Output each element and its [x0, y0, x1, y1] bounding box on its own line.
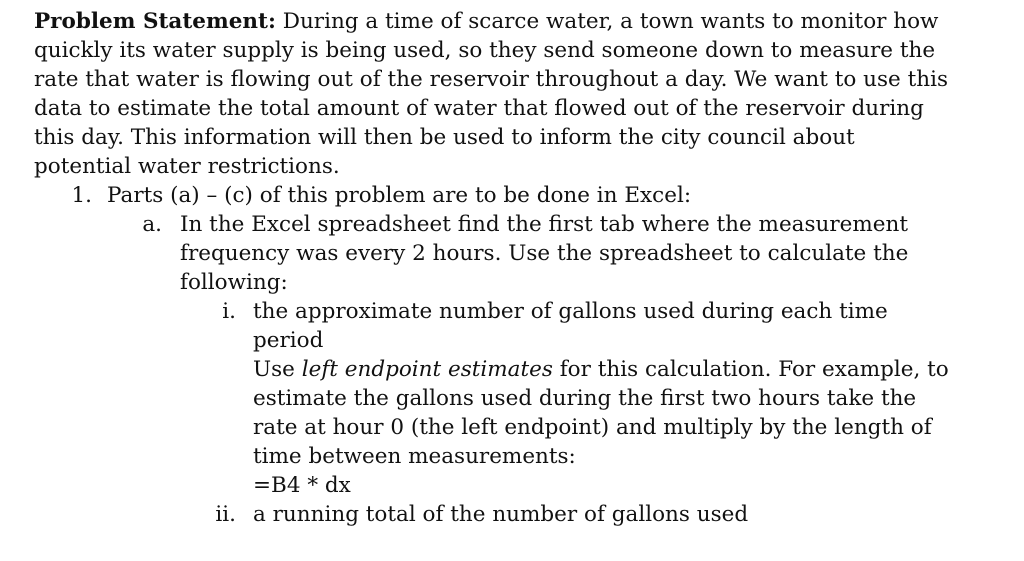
problem-statement-line-5: this day. This information will then be used to inform the city council about [34, 125, 855, 150]
list-item-i-line-2: period [253, 328, 324, 353]
problem-statement-line-3: rate that water is flowing out of the reservoir throughout a day. We want to use this [34, 67, 949, 92]
problem-statement-line-4: data to estimate the total amount of water that flowed out of the reservoir during [34, 96, 924, 121]
list-marker-a: a. [142, 212, 162, 237]
problem-statement-line-2: quickly its water supply is being used, so they send someone down to measure the [34, 38, 936, 63]
list-item-1-text: Parts (a) – (c) of this problem are to be done in Excel: [107, 183, 692, 208]
list-marker-1: 1. [71, 183, 92, 208]
list-marker-ii: ii. [215, 502, 236, 527]
problem-statement-line-1 [34, 7, 1004, 36]
list-item-1 [34, 181, 1004, 210]
problem-statement-text: During a time of scarce water, a town wants to monitor how [275, 9, 939, 34]
problem-statement-line-6: potential water restrictions. [34, 154, 340, 179]
list-item-a [34, 210, 1004, 297]
note-emphasis: left endpoint estimates [301, 357, 553, 382]
list-item-a-line-1: In the Excel spreadsheet find the first tab where the measurement [180, 212, 908, 237]
list-item-i [34, 297, 1004, 500]
note-suffix: for this calculation. For example, to [552, 357, 949, 382]
list-item-i-note-line-2: estimate the gallons used during the first two hours take the [253, 386, 917, 411]
note-prefix: Use [253, 357, 302, 382]
list-item-ii [34, 500, 1004, 529]
list-item-a-line-2: frequency was every 2 hours. Use the spreadsheet to calculate the [180, 241, 909, 266]
problem-statement [34, 7, 1004, 181]
list-item-i-note-line-1 [253, 355, 1004, 384]
list-item-i-line-1: the approximate number of gallons used during each time [253, 299, 888, 324]
list-item-ii-text: a running total of the number of gallons used [253, 502, 749, 527]
list-item-i-note-line-4: time between measurements: [253, 444, 576, 469]
document-page [34, 7, 1004, 529]
list-marker-i: i. [222, 299, 236, 324]
excel-formula: =B4 * dx [253, 473, 351, 498]
problem-statement-heading: Problem Statement: [34, 9, 276, 34]
list-item-a-line-3: following: [180, 270, 288, 295]
list-item-i-note-line-3: rate at hour 0 (the left endpoint) and multiply by the length of [253, 415, 932, 440]
